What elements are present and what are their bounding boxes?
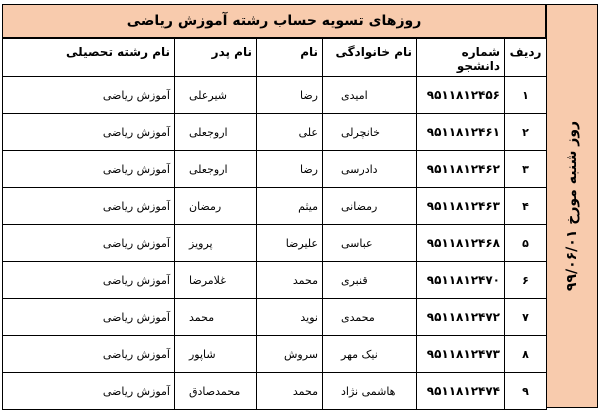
cell-field: آموزش ریاضی — [3, 77, 175, 114]
column-header-father-name: نام پدر — [175, 39, 257, 77]
cell-student-id: ۹۵۱۱۸۱۲۴۷۴ — [417, 373, 505, 410]
table-row — [3, 188, 547, 225]
cell-field: آموزش ریاضی — [3, 299, 175, 336]
cell-first-name: میثم — [257, 188, 323, 225]
cell-last-name: خانچرلی — [323, 114, 417, 151]
cell-father-name: محمد — [175, 299, 257, 336]
cell-index: ۹ — [505, 373, 547, 410]
cell-last-name: عباسی — [323, 225, 417, 262]
cell-index: ۳ — [505, 151, 547, 188]
cell-first-name: رضا — [257, 77, 323, 114]
cell-field: آموزش ریاضی — [3, 225, 175, 262]
cell-father-name: محمدصادق — [175, 373, 257, 410]
cell-student-id: ۹۵۱۱۸۱۲۴۶۳ — [417, 188, 505, 225]
cell-last-name: نیک مهر — [323, 336, 417, 373]
cell-field: آموزش ریاضی — [3, 336, 175, 373]
cell-father-name: رمضان — [175, 188, 257, 225]
cell-last-name: رمضانی — [323, 188, 417, 225]
table-row — [3, 373, 547, 410]
column-header-first-name: نام — [257, 39, 323, 77]
cell-student-id: ۹۵۱۱۸۱۲۴۶۱ — [417, 114, 505, 151]
cell-first-name: رضا — [257, 151, 323, 188]
cell-student-id: ۹۵۱۱۸۱۲۴۶۸ — [417, 225, 505, 262]
cell-field: آموزش ریاضی — [3, 262, 175, 299]
header-row — [3, 39, 547, 77]
cell-student-id: ۹۵۱۱۸۱۲۴۷۳ — [417, 336, 505, 373]
students-table — [2, 38, 547, 410]
table-row — [3, 225, 547, 262]
cell-last-name: هاشمی نژاد — [323, 373, 417, 410]
cell-first-name: علیرضا — [257, 225, 323, 262]
cell-field: آموزش ریاضی — [3, 373, 175, 410]
table-row — [3, 151, 547, 188]
cell-last-name: قنبری — [323, 262, 417, 299]
cell-father-name: غلامرضا — [175, 262, 257, 299]
cell-index: ۲ — [505, 114, 547, 151]
table-row — [3, 262, 547, 299]
sheet-title: روزهای تسویه حساب رشته آموزش ریاضی — [2, 4, 546, 38]
cell-first-name: نوید — [257, 299, 323, 336]
table-row — [3, 336, 547, 373]
cell-father-name: شاپور — [175, 336, 257, 373]
cell-index: ۸ — [505, 336, 547, 373]
cell-father-name: اروجعلی — [175, 151, 257, 188]
cell-first-name: سروش — [257, 336, 323, 373]
table-row — [3, 114, 547, 151]
cell-index: ۷ — [505, 299, 547, 336]
cell-last-name: محمدی — [323, 299, 417, 336]
cell-last-name: امیدی — [323, 77, 417, 114]
cell-field: آموزش ریاضی — [3, 114, 175, 151]
cell-student-id: ۹۵۱۱۸۱۲۴۵۶ — [417, 77, 505, 114]
cell-last-name: دادرسی — [323, 151, 417, 188]
table-row — [3, 299, 547, 336]
cell-index: ۵ — [505, 225, 547, 262]
column-header-index: ردیف — [505, 39, 547, 77]
cell-student-id: ۹۵۱۱۸۱۲۴۷۲ — [417, 299, 505, 336]
date-label: روز شنبه مورخ ۹۹/۰۶/۰۱ — [564, 120, 580, 292]
cell-first-name: محمد — [257, 373, 323, 410]
cell-field: آموزش ریاضی — [3, 151, 175, 188]
cell-student-id: ۹۵۱۱۸۱۲۴۷۰ — [417, 262, 505, 299]
column-header-last-name: نام خانوادگی — [323, 39, 417, 77]
cell-first-name: علی — [257, 114, 323, 151]
cell-index: ۴ — [505, 188, 547, 225]
cell-father-name: شیرعلی — [175, 77, 257, 114]
table-row — [3, 77, 547, 114]
column-header-student-id: شماره دانشجو — [417, 39, 505, 77]
cell-father-name: پرویز — [175, 225, 257, 262]
date-side-panel — [546, 4, 598, 408]
cell-field: آموزش ریاضی — [3, 188, 175, 225]
cell-first-name: محمد — [257, 262, 323, 299]
cell-index: ۶ — [505, 262, 547, 299]
cell-student-id: ۹۵۱۱۸۱۲۴۶۲ — [417, 151, 505, 188]
cell-index: ۱ — [505, 77, 547, 114]
column-header-field: نام رشته تحصیلی — [3, 39, 175, 77]
cell-father-name: اروجعلی — [175, 114, 257, 151]
